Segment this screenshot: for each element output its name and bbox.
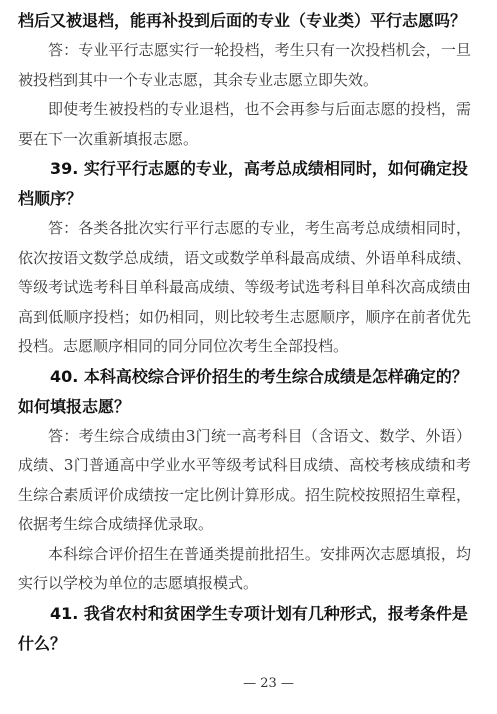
answer-38-paragraph-1: 答：专业平行志愿实行一轮投档，考生只有一次投档机会，一旦被投档到其中一个专业志愿，其余专业志愿立即失效。 — [18, 41, 471, 89]
question-41: 41. 我省农村和贫困学生专项计划有几种形式，报考条件是什么？ — [18, 603, 468, 653]
page-number: — 23 — — [243, 676, 294, 691]
answer-40-paragraph-1: 答：考生综合成绩由3门统一高考科目（含语文、数学、外语）成绩、3门普通高中学业水平等级考试科目成绩、高校考核成绩和考生综合素质评价成绩按一定比例计算形成。招生院校按照招生章程，依据考生综合成绩择优录取。 — [18, 426, 471, 533]
answer-40-paragraph-2: 本科综合评价招生在普通类提前批招生。安排两次志愿填报，均实行以学校为单位的志愿填报模式。 — [18, 544, 471, 592]
answer-38-paragraph-2: 即使考生被投档的专业退档，也不会再参与后面志愿的投档，需要在下一次重新填报志愿。 — [18, 100, 471, 148]
question-39: 39. 实行平行志愿的专业，高考总成绩相同时，如何确定投档顺序？ — [18, 159, 468, 208]
answer-39-paragraph-1: 答：各类各批次实行平行志愿的专业，考生高考总成绩相同时，依次按语文数学总成绩，语文或数学单科最高成绩、外语单科成绩、等级考试选考科目单科最高成绩、等级考试选考科目单科次高成绩由高到低顺序投档；如仍相同，则比较考生志愿顺序，顺序在前者优先投档。志愿顺序相同的同分同位次考生全部投档。 — [18, 219, 471, 355]
question-38-continued: 档后又被退档，能再补投到后面的专业（专业类）平行志愿吗？ — [18, 11, 467, 30]
question-40: 40. 本科高校综合评价招生的考生综合成绩是怎样确定的？如何填报志愿？ — [18, 366, 468, 416]
page-content — [18, 6, 471, 659]
